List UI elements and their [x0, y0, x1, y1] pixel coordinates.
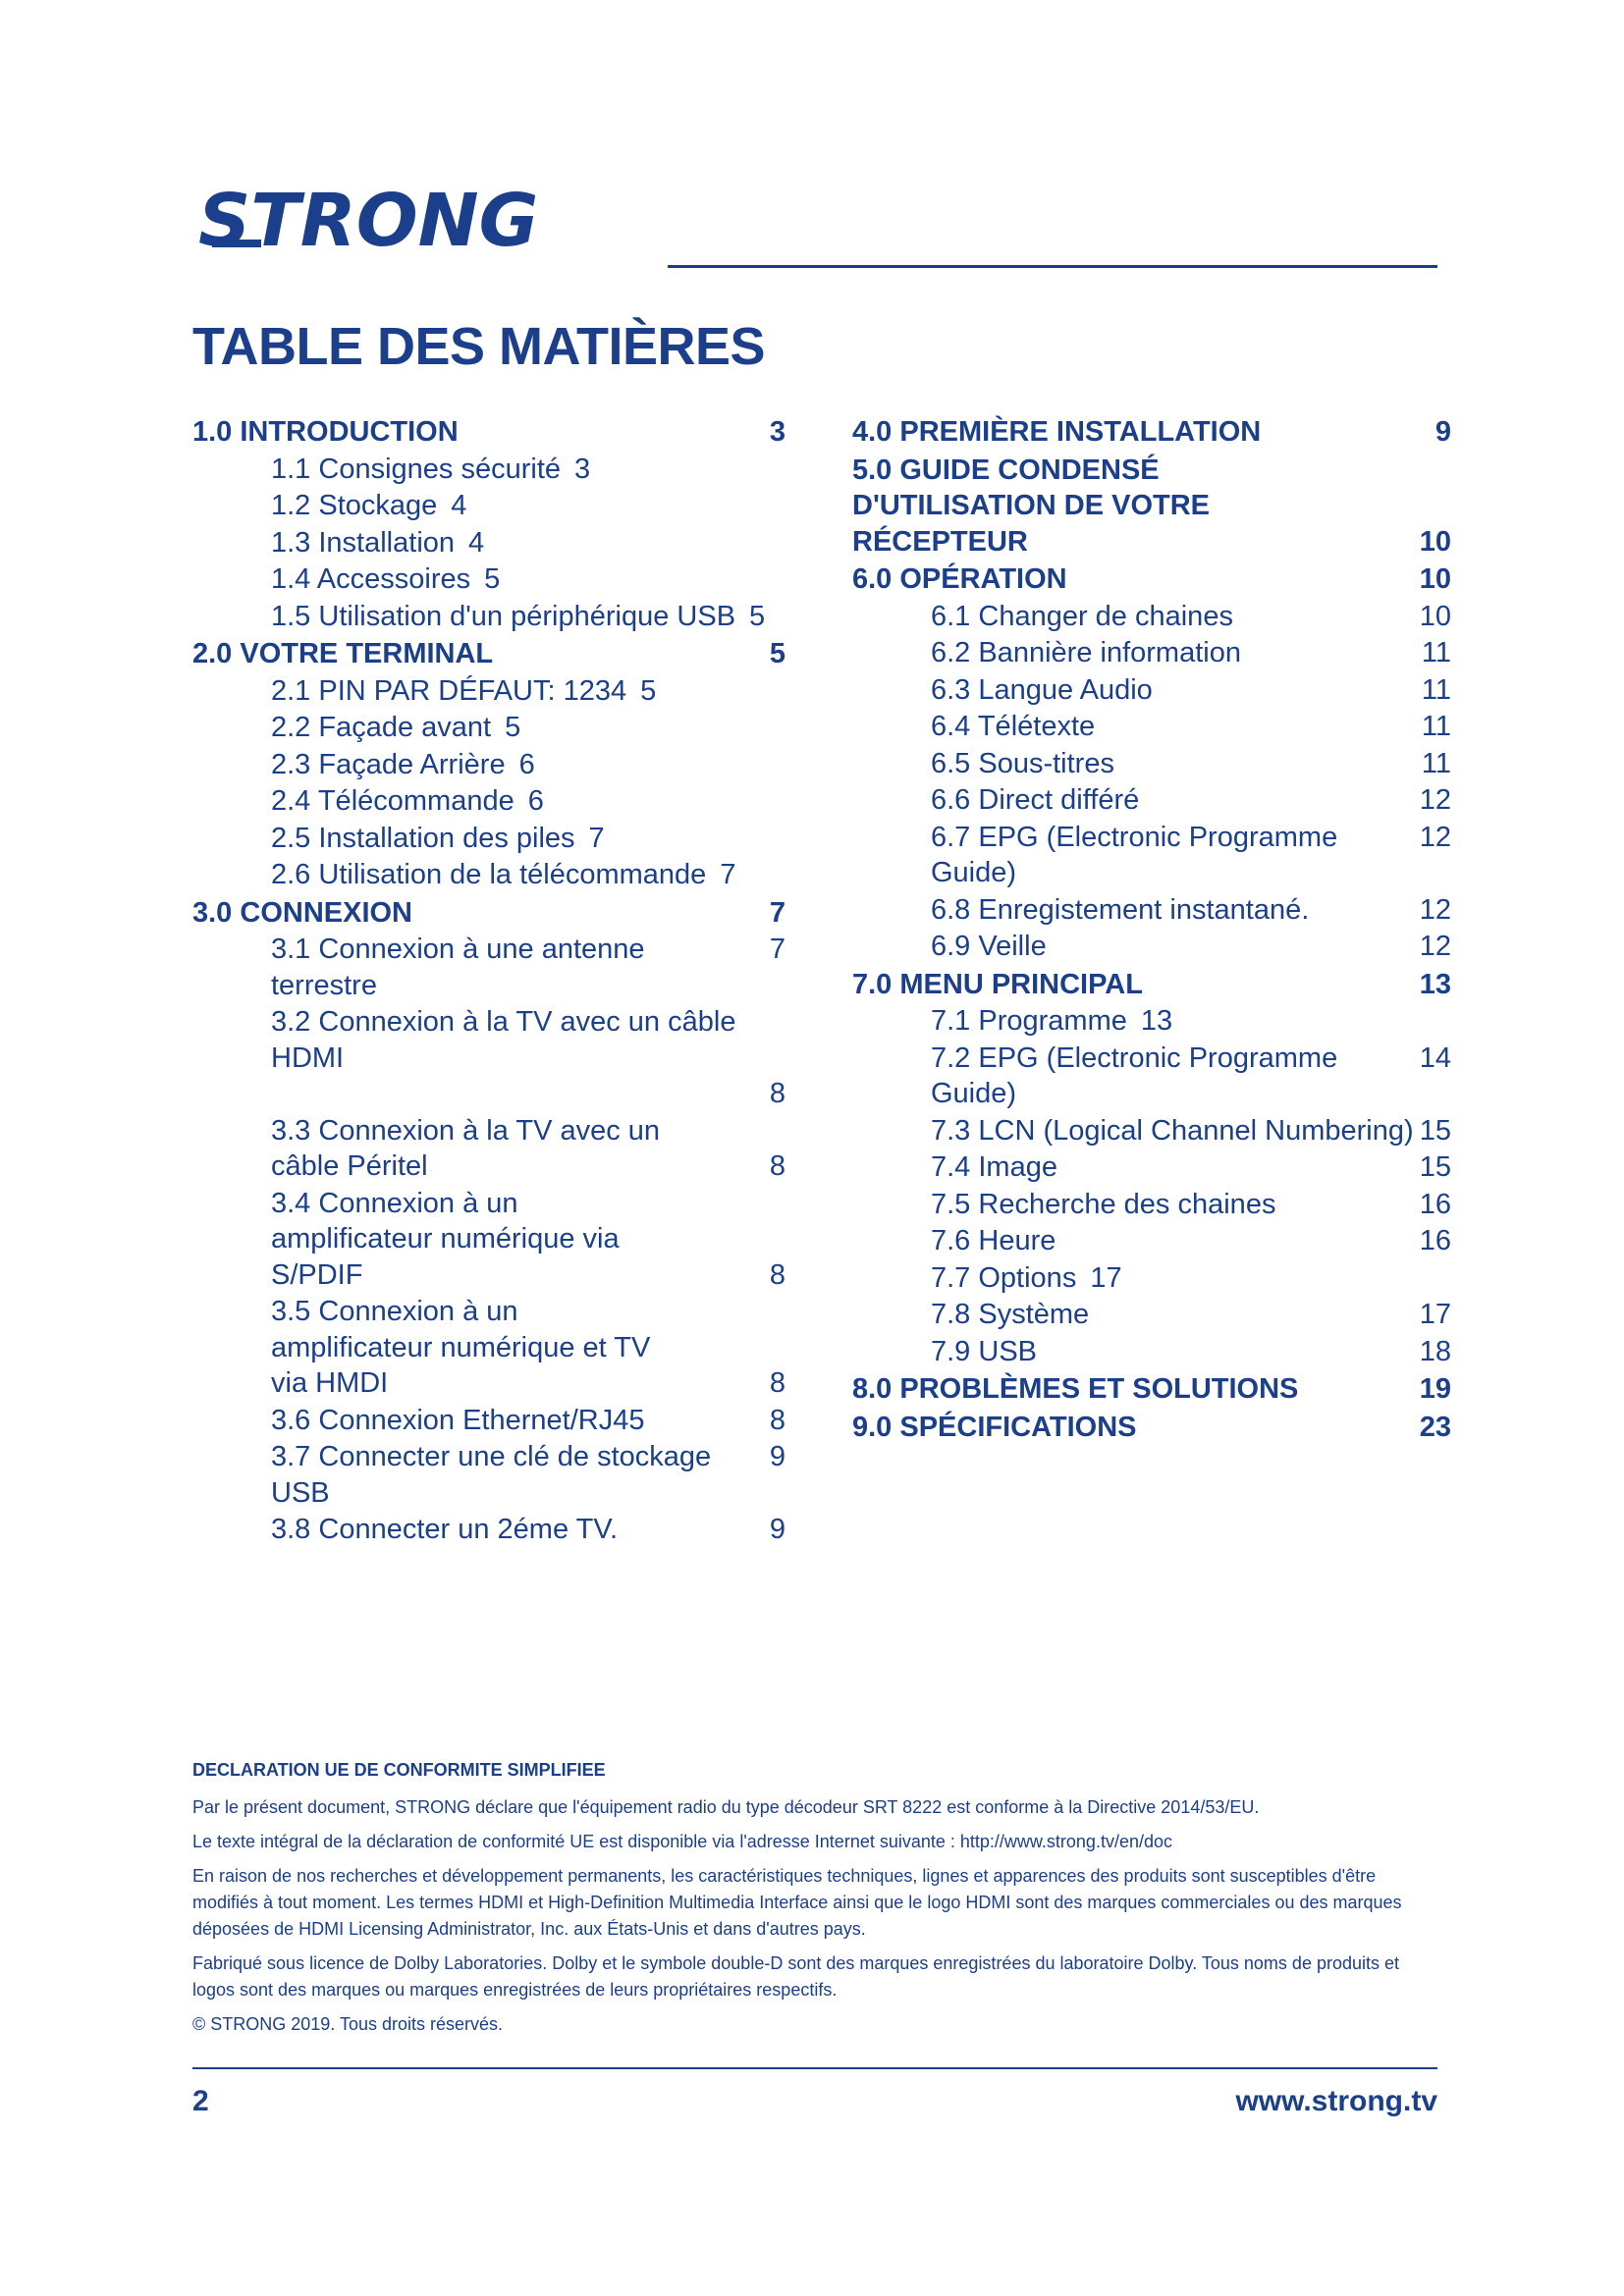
toc-entry[interactable]: [192, 561, 785, 598]
toc-entry-title: 2.1 PIN PAR DÉFAUT: 1234: [271, 674, 627, 707]
toc-entry[interactable]: [192, 673, 785, 710]
toc-entry-page: 9: [769, 1514, 785, 1545]
legal-paragraph: Fabriqué sous licence de Dolby Laboratories. Dolby et le symbole double-D sont des marques enregistrées du laboratoire Dolby. Tous noms de produits et logos sont des marques ou marques enregistrées de leurs propriétaires respectifs.: [192, 1953, 1400, 2000]
toc-entry-title: 2.6 Utilisation de la télécommande: [271, 859, 707, 890]
toc-entry-page: 8: [769, 1367, 785, 1399]
toc-entry-page: 10: [1419, 525, 1451, 558]
legal-paragraph: Le texte intégral de la déclaration de conformité UE est disponible via l'adresse Internet suivante : http://www.strong.tv/en/doc: [192, 1832, 1172, 1851]
toc-entry[interactable]: [852, 672, 1451, 709]
toc-entry-page: 3: [769, 416, 785, 448]
toc-entry[interactable]: [192, 747, 785, 783]
toc-entry-title: 3.2 Connexion à la TV avec un câble HDMI: [271, 1006, 736, 1074]
footer-rule: [192, 2067, 1437, 2069]
toc-entry-title: 3.1 Connexion à une antenne terrestre: [271, 934, 645, 1001]
toc-entry[interactable]: [192, 525, 785, 561]
toc-entry[interactable]: [852, 1410, 1451, 1446]
toc-entry-page: 13: [1419, 968, 1451, 1000]
toc-entry-title: 2.4 Télécommande: [271, 785, 514, 817]
toc-entry[interactable]: [192, 452, 785, 488]
toc-entry-title: 6.3 Langue Audio: [931, 673, 1153, 706]
toc-entry-page: 8: [769, 1150, 785, 1182]
toc-entry-title: 1.5 Utilisation d'un périphérique USB: [271, 600, 736, 632]
toc-entry[interactable]: [192, 783, 785, 820]
page-number: 2: [192, 2085, 209, 2117]
toc-entry-page: 6: [527, 785, 544, 817]
toc-entry-title: 1.0 INTRODUCTION: [192, 416, 459, 448]
toc-entry-page: 11: [1421, 711, 1451, 742]
toc-entry-page: 11: [1421, 637, 1451, 668]
toc-entry[interactable]: [852, 892, 1451, 929]
toc-entry-title: 6.1 Changer de chaines: [931, 600, 1233, 632]
toc-entry-title: 3.4 Connexion à un amplificateur numérique via S/PDIF: [271, 1187, 620, 1291]
page-title: TABLE DES MATIÈRES: [192, 317, 766, 376]
toc-entry-page: 8: [769, 1258, 785, 1291]
toc-entry-page: 16: [1419, 1225, 1451, 1256]
toc-entry-title: 6.0 OPÉRATION: [852, 563, 1067, 595]
toc-column-right: [852, 412, 1451, 1445]
toc-entry[interactable]: [192, 414, 785, 451]
toc-entry-title: 3.5 Connexion à un amplificateur numérique et TV via HMDI: [271, 1296, 651, 1399]
toc-entry[interactable]: [852, 1260, 1451, 1297]
toc-entry-page: 7: [588, 822, 605, 854]
toc-entry-title: 2.2 Façade avant: [271, 712, 492, 743]
toc-entry-title: 8.0 PROBLÈMES ET SOLUTIONS: [852, 1373, 1299, 1405]
toc-entry-title: 7.1 Programme: [931, 1005, 1127, 1037]
toc-entry-page: 13: [1140, 1005, 1173, 1037]
toc-column-left: [192, 412, 785, 1548]
toc-entry[interactable]: [852, 1187, 1451, 1223]
toc-entry-title: 7.2 EPG (Electronic Programme Guide): [931, 1041, 1338, 1109]
toc-entry-title: 6.7 EPG (Electronic Programme Guide): [931, 821, 1338, 888]
toc-entry-title: 7.4 Image: [931, 1151, 1057, 1183]
toc-entry[interactable]: [192, 1186, 785, 1294]
toc-entry-page: 19: [1419, 1373, 1451, 1405]
toc-entry[interactable]: [192, 1439, 785, 1511]
toc-entry[interactable]: [852, 1371, 1451, 1408]
toc-entry[interactable]: [852, 782, 1451, 819]
toc-entry-title: 5.0 GUIDE CONDENSÉ D'UTILISATION DE VOTRE RÉCEPTEUR: [852, 454, 1211, 558]
toc-entry[interactable]: [852, 453, 1451, 561]
toc-entry-page: 9: [1435, 416, 1451, 448]
toc-entry-page: 5: [640, 674, 657, 707]
toc-entry-page: 7: [720, 859, 736, 890]
toc-entry[interactable]: [852, 635, 1451, 671]
toc-entry-page: 5: [484, 563, 501, 595]
toc-entry-page: 9: [769, 1441, 785, 1472]
toc-entry-page: 5: [749, 600, 766, 632]
toc-entry[interactable]: [852, 967, 1451, 1003]
toc-entry[interactable]: [192, 857, 785, 893]
toc-entry[interactable]: [192, 488, 785, 524]
toc-entry[interactable]: [852, 1041, 1451, 1112]
toc-entry[interactable]: [852, 599, 1451, 635]
toc-entry-page: 16: [1419, 1188, 1451, 1220]
strong-logo: [192, 183, 605, 261]
toc-entry-title: 1.3 Installation: [271, 526, 456, 559]
toc-entry[interactable]: [852, 1297, 1451, 1333]
toc-entry-title: 2.3 Façade Arrière: [271, 748, 506, 780]
toc-entry-page: 17: [1419, 1299, 1451, 1330]
toc-entry-page: 12: [1419, 784, 1451, 816]
toc-entry[interactable]: [852, 561, 1451, 598]
toc-entry-title: 7.7 Options: [931, 1261, 1077, 1294]
toc-entry[interactable]: [852, 1113, 1451, 1149]
toc-entry[interactable]: [192, 1004, 785, 1112]
toc-entry-title: 3.8 Connecter un 2éme TV.: [271, 1514, 619, 1545]
toc-entry[interactable]: [192, 932, 785, 1003]
toc-entry[interactable]: [852, 1149, 1451, 1186]
toc-entry-page: 18: [1419, 1335, 1451, 1367]
toc-entry-page: 7: [769, 896, 785, 929]
toc-entry-page: 15: [1419, 1151, 1451, 1183]
legal-notice: [192, 1760, 1437, 2046]
toc-entry[interactable]: [852, 746, 1451, 782]
toc-entry-page: 23: [1419, 1411, 1451, 1443]
toc-entry-title: 7.9 USB: [931, 1335, 1037, 1367]
toc-entry-page: 7: [769, 934, 785, 965]
legal-paragraph: Par le présent document, STRONG déclare que l'équipement radio du type décodeur SRT 8222 est conforme à la Directive 2014/53/EU.: [192, 1797, 1260, 1817]
toc-entry-title: 6.9 Veille: [931, 931, 1047, 962]
toc-entry-page: 8: [769, 1404, 785, 1436]
toc-entry-title: 6.8 Enregistement instantané.: [931, 893, 1310, 926]
toc-entry-page: 12: [1419, 931, 1451, 962]
toc-entry-title: 2.5 Installation des piles: [271, 822, 575, 854]
toc-entry[interactable]: [852, 709, 1451, 745]
toc-entry-page: 12: [1419, 821, 1451, 853]
toc-entry[interactable]: [852, 414, 1451, 451]
toc-entry-page: 17: [1090, 1261, 1122, 1294]
toc-entry-page: 15: [1419, 1114, 1451, 1147]
toc-entry[interactable]: [192, 1113, 785, 1185]
toc-entry-title: 3.0 CONNEXION: [192, 896, 412, 929]
toc-entry-title: 6.2 Bannière information: [931, 637, 1241, 668]
toc-entry[interactable]: [852, 1223, 1451, 1259]
toc-entry-page: 10: [1419, 600, 1451, 632]
toc-entry-title: 3.7 Connecter une clé de stockage USB: [271, 1441, 712, 1509]
toc-entry[interactable]: [192, 821, 785, 857]
toc-entry-title: 6.5 Sous-titres: [931, 747, 1114, 779]
toc-entry-page: 11: [1421, 673, 1451, 706]
toc-entry-title: 7.3 LCN (Logical Channel Numbering): [931, 1114, 1414, 1147]
toc-entry-page: 3: [574, 453, 591, 485]
toc-entry[interactable]: [852, 1003, 1451, 1040]
toc-entry-page: 14: [1419, 1041, 1451, 1074]
toc-entry-title: 1.1 Consignes sécurité: [271, 453, 561, 485]
toc-entry-title: 1.2 Stockage: [271, 490, 438, 521]
toc-entry-page: 10: [1419, 563, 1451, 595]
toc-entry-page: 12: [1419, 893, 1451, 926]
toc-entry-title: 3.6 Connexion Ethernet/RJ45: [271, 1404, 645, 1436]
toc-entry-page: 5: [505, 712, 521, 743]
toc-entry[interactable]: [192, 1512, 785, 1548]
toc-entry-title: 7.6 Heure: [931, 1225, 1056, 1256]
toc-entry-page: 11: [1421, 747, 1451, 779]
toc-entry-page: 4: [451, 490, 467, 521]
toc-entry[interactable]: [852, 820, 1451, 891]
toc-entry-title: 7.8 Système: [931, 1299, 1090, 1330]
toc-entry-title: 3.3 Connexion à la TV avec un câble Péritel: [271, 1114, 661, 1182]
toc-entry[interactable]: [192, 1294, 785, 1402]
toc-entry-page: 8: [769, 1078, 785, 1109]
toc-entry-title: 6.6 Direct différé: [931, 784, 1140, 816]
toc-entry[interactable]: [192, 599, 785, 635]
header-rule: [668, 265, 1437, 268]
copyright: © STRONG 2019. Tous droits réservés.: [192, 2014, 504, 2034]
toc-entry-title: 1.4 Accessoires: [271, 563, 471, 595]
toc-entry[interactable]: [192, 895, 785, 932]
logo-wordmark: STRONG: [198, 183, 539, 261]
toc-entry[interactable]: [852, 929, 1451, 965]
toc-entry[interactable]: [192, 710, 785, 746]
footer-url[interactable]: www.strong.tv: [1235, 2085, 1437, 2117]
toc-entry-title: 2.0 VOTRE TERMINAL: [192, 638, 494, 669]
toc-entry-title: 7.0 MENU PRINCIPAL: [852, 968, 1143, 1000]
toc-entry-page: 6: [518, 748, 535, 780]
toc-entry[interactable]: [852, 1334, 1451, 1370]
toc-entry-title: 6.4 Télétexte: [931, 711, 1096, 742]
toc-entry-title: 4.0 PREMIÈRE INSTALLATION: [852, 416, 1262, 448]
legal-paragraph: En raison de nos recherches et développement permanents, les caractéristiques techniques, lignes et apparences des produits sont susceptibles d'être modifiés à tout moment. Les termes HDMI et High-Definition Multimedia Interface ainsi que le logo HDMI sont des marques commerciales ou des marques déposées de HDMI Licensing Administrator, Inc. aux États-Unis et dans d'autres pays.: [192, 1866, 1402, 1939]
toc-entry[interactable]: [192, 636, 785, 672]
toc-entry-page: 4: [468, 526, 485, 559]
toc-entry-title: 9.0 SPÉCIFICATIONS: [852, 1411, 1137, 1443]
toc-entry-title: 7.5 Recherche des chaines: [931, 1188, 1276, 1220]
legal-heading: DECLARATION UE DE CONFORMITE SIMPLIFIEE: [192, 1760, 606, 1780]
toc-entry-page: 5: [769, 638, 785, 669]
toc-entry[interactable]: [192, 1403, 785, 1439]
